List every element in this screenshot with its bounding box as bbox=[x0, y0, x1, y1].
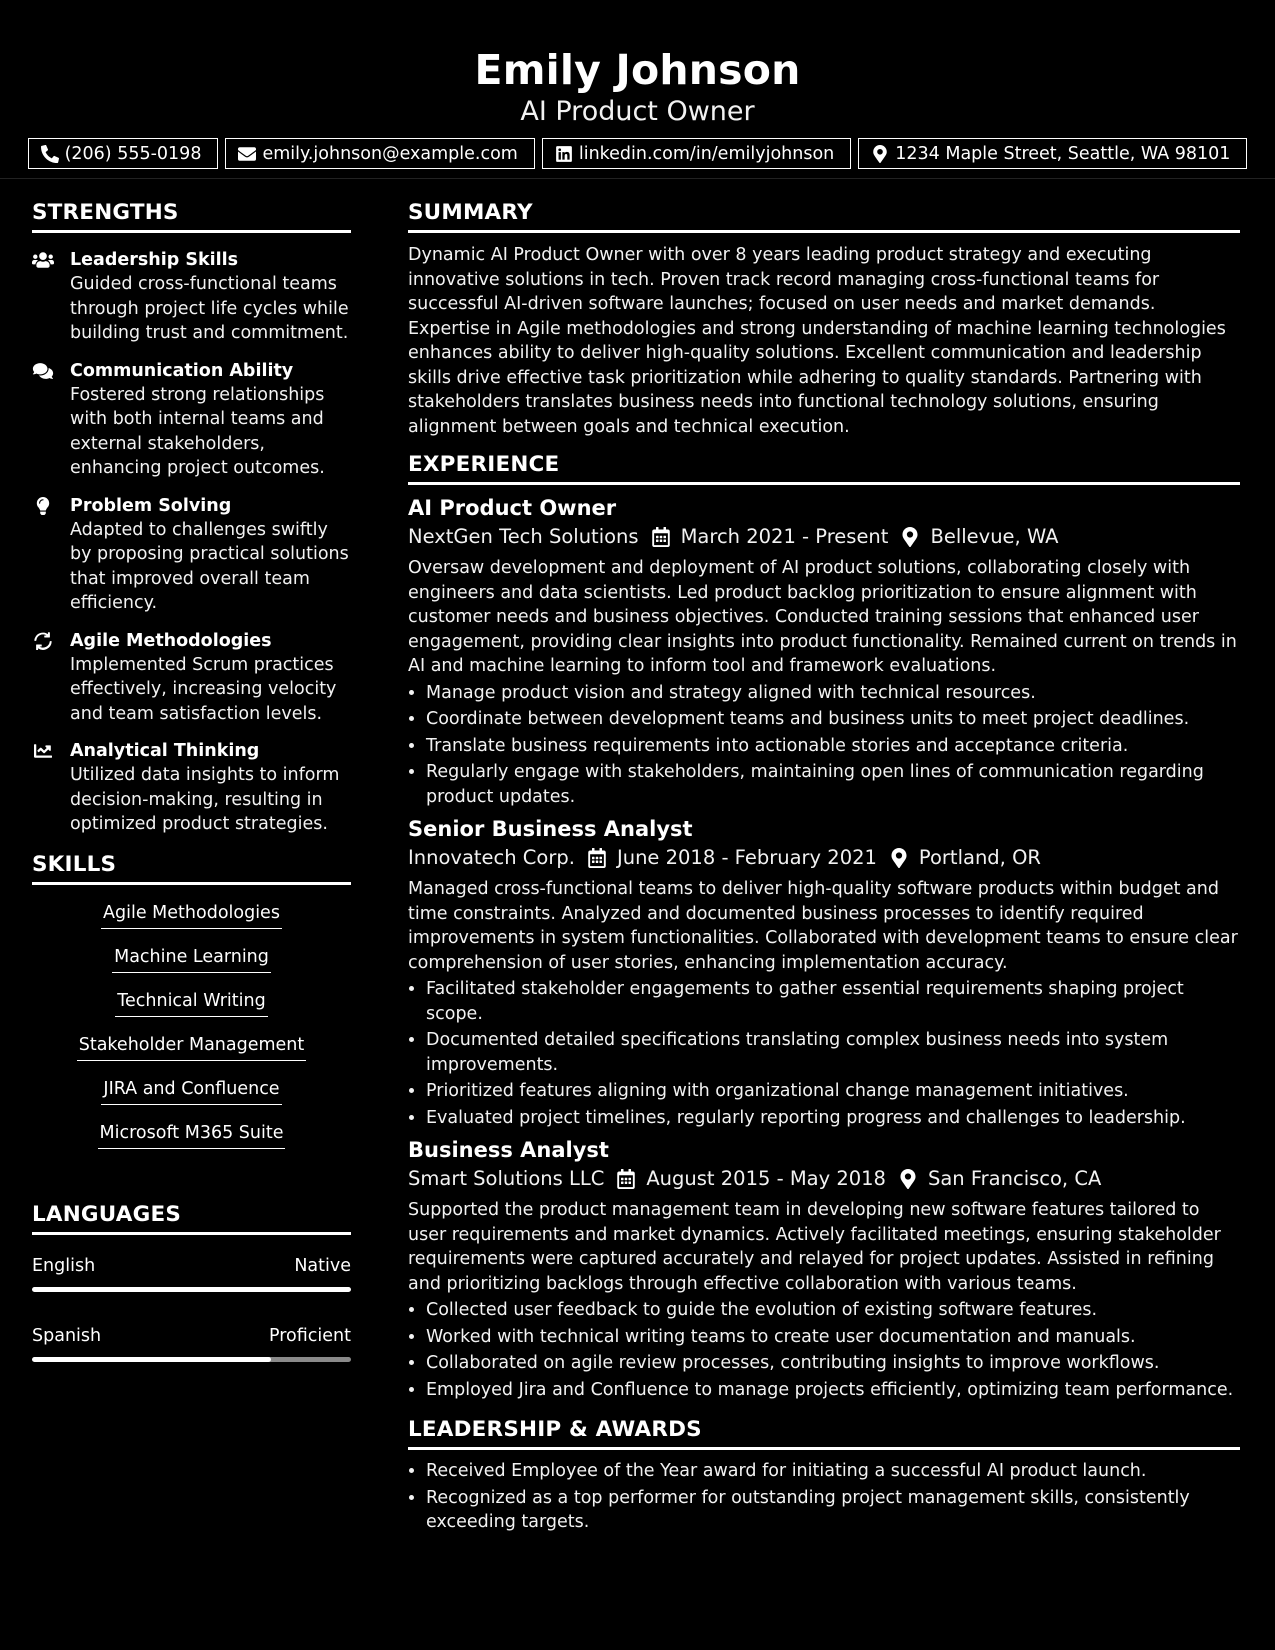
job-title: Business Analyst bbox=[408, 1138, 609, 1162]
job-description: Supported the product management team in developing new software features tailored to user requirements and market dynamics. Actively facilitated meetings, ensuring stakeholder requirements were captured accurately and relayed for project updates. Assisted in refining and prioritizing backlogs through effective collaboration with various teams. bbox=[408, 1200, 1221, 1294]
contact-bar bbox=[0, 138, 1275, 169]
comments-icon bbox=[32, 362, 54, 380]
strength-item bbox=[32, 359, 351, 481]
strength-item bbox=[32, 494, 351, 616]
language-name: Spanish bbox=[32, 1325, 102, 1346]
strength-heading: Leadership Skills bbox=[70, 250, 239, 270]
strength-item bbox=[32, 739, 351, 837]
lightbulb-icon bbox=[32, 497, 54, 515]
awards-list bbox=[408, 1459, 1240, 1535]
job-location: San Francisco, CA bbox=[927, 1167, 1102, 1190]
right-column bbox=[408, 199, 1240, 1537]
language-bar-fill bbox=[32, 1357, 271, 1362]
calendar-icon bbox=[651, 527, 671, 547]
job-entry bbox=[408, 1136, 1240, 1402]
envelope-icon bbox=[238, 145, 256, 163]
language-item bbox=[32, 1324, 351, 1362]
language-level: Native bbox=[294, 1255, 351, 1276]
language-bar bbox=[32, 1357, 351, 1362]
job-description: Managed cross-functional teams to deliver high-quality software products within budget and time constraints. Analyzed and documented business processes to identify required improvements in system functionalities. Collaborated with development teams to ensure clear comprehension of user stories, enhancing implementation accuracy. bbox=[408, 879, 1238, 973]
map-marker-icon bbox=[871, 145, 889, 163]
award-item: • Recognized as a top performer for outstanding project management skills, consistently exceeding targets. bbox=[426, 1486, 1240, 1535]
strength-desc: Utilized data insights to inform decision-making, resulting in optimized product strategies. bbox=[70, 765, 340, 834]
strength-heading: Analytical Thinking bbox=[70, 741, 260, 761]
job-location: Bellevue, WA bbox=[930, 525, 1059, 548]
award-item: • Received Employee of the Year award for initiating a successful AI product launch. bbox=[426, 1459, 1240, 1484]
job-entry bbox=[408, 815, 1240, 1130]
skills-title: SKILLS bbox=[32, 851, 351, 885]
awards-title: LEADERSHIP & AWARDS bbox=[408, 1416, 1240, 1450]
job-meta bbox=[408, 1164, 1240, 1194]
skill-tag: Microsoft M365 Suite bbox=[98, 1121, 286, 1149]
phone-text: (206) 555-0198 bbox=[64, 143, 202, 164]
skill-tag: Machine Learning bbox=[112, 945, 271, 973]
chart-line-icon bbox=[32, 742, 54, 760]
job-bullet: • Translate business requirements into actionable stories and acceptance criteria. bbox=[426, 734, 1240, 759]
resume-header bbox=[0, 0, 1275, 169]
strength-item bbox=[32, 248, 351, 346]
skill-tag: Technical Writing bbox=[115, 989, 267, 1017]
job-bullet: • Collaborated on agile review processes, contributing insights to improve workflows. bbox=[426, 1351, 1240, 1376]
language-level: Proficient bbox=[269, 1325, 351, 1346]
job-bullet: • Manage product vision and strategy aligned with technical resources. bbox=[426, 681, 1240, 706]
job-bullet: • Documented detailed specifications translating complex business needs into system improvements. bbox=[426, 1028, 1240, 1077]
strength-heading: Communication Ability bbox=[70, 360, 294, 381]
contact-phone[interactable] bbox=[28, 138, 219, 169]
job-bullets bbox=[408, 977, 1240, 1130]
experience-title: EXPERIENCE bbox=[408, 451, 1240, 485]
contact-linkedin[interactable] bbox=[542, 138, 851, 169]
linkedin-text: linkedin.com/in/emilyjohnson bbox=[578, 143, 835, 164]
left-column bbox=[32, 199, 351, 1384]
job-dates: June 2018 - February 2021 bbox=[616, 846, 877, 869]
contact-address[interactable] bbox=[858, 138, 1247, 169]
skill-tag: Stakeholder Management bbox=[77, 1033, 307, 1061]
calendar-icon bbox=[587, 848, 607, 868]
job-bullet: • Evaluated project timelines, regularly reporting progress and challenges to leadership. bbox=[426, 1106, 1240, 1131]
job-title: Senior Business Analyst bbox=[408, 817, 693, 841]
job-bullet: • Collected user feedback to guide the evolution of existing software features. bbox=[426, 1298, 1240, 1323]
skill-tag: JIRA and Confluence bbox=[101, 1077, 281, 1105]
email-text: emily.johnson@example.com bbox=[262, 143, 518, 164]
summary-title: SUMMARY bbox=[408, 199, 1240, 233]
skill-tag: Agile Methodologies bbox=[101, 901, 282, 929]
job-bullet: • Worked with technical writing teams to create user documentation and manuals. bbox=[426, 1325, 1240, 1350]
calendar-icon bbox=[616, 1169, 636, 1189]
strength-item bbox=[32, 629, 351, 727]
job-company: NextGen Tech Solutions bbox=[408, 525, 639, 548]
language-name: English bbox=[32, 1255, 96, 1276]
linkedin-icon bbox=[555, 145, 573, 163]
job-bullet: • Coordinate between development teams and business units to meet project deadlines. bbox=[426, 707, 1240, 732]
language-item bbox=[32, 1254, 351, 1292]
contact-email[interactable] bbox=[225, 138, 534, 169]
job-bullets bbox=[408, 681, 1240, 810]
strength-heading: Agile Methodologies bbox=[70, 630, 272, 651]
job-company: Innovatech Corp. bbox=[408, 846, 575, 869]
address-text: 1234 Maple Street, Seattle, WA 98101 bbox=[895, 143, 1231, 164]
strengths-list bbox=[32, 242, 351, 837]
job-bullet: • Employed Jira and Confluence to manage projects efficiently, optimizing team performance. bbox=[426, 1378, 1240, 1403]
strength-desc: Adapted to challenges swiftly by proposing practical solutions that improved overall team efficiency. bbox=[70, 519, 349, 613]
strength-desc: Implemented Scrum practices effectively, increasing velocity and team satisfaction levels. bbox=[70, 654, 337, 724]
strength-heading: Problem Solving bbox=[70, 495, 232, 516]
job-title-header: AI Product Owner bbox=[520, 96, 755, 127]
sync-icon bbox=[32, 632, 54, 650]
languages-title: LANGUAGES bbox=[32, 1201, 351, 1235]
language-bar bbox=[32, 1287, 351, 1292]
languages-list bbox=[32, 1244, 351, 1362]
job-company: Smart Solutions LLC bbox=[408, 1167, 605, 1190]
skills-list bbox=[32, 901, 351, 1165]
language-bar-fill bbox=[32, 1287, 351, 1292]
job-dates: August 2015 - May 2018 bbox=[646, 1167, 886, 1190]
person-name: Emily Johnson bbox=[474, 46, 801, 94]
phone-icon bbox=[41, 145, 59, 163]
map-marker-icon bbox=[900, 527, 920, 547]
map-marker-icon bbox=[889, 848, 909, 868]
job-location: Portland, OR bbox=[918, 846, 1041, 869]
strength-desc: Fostered strong relationships with both internal teams and external stakeholders, enhancing project outcomes. bbox=[70, 384, 325, 478]
job-title: AI Product Owner bbox=[408, 496, 617, 520]
job-meta bbox=[408, 843, 1240, 873]
job-description: Oversaw development and deployment of AI product solutions, collaborating closely with engineers and data scientists. Led product backlog prioritization to ensure alignment with customer needs and business objectives. Conducted training sessions that enhanced user engagement, providing clear insights into product functionality. Remained current on trends in AI and machine learning to inform tool and framework evaluations. bbox=[408, 558, 1237, 676]
map-marker-icon bbox=[898, 1169, 918, 1189]
job-bullet: • Facilitated stakeholder engagements to gather essential requirements shaping project scope. bbox=[426, 977, 1240, 1026]
header-divider bbox=[0, 178, 1275, 179]
job-meta bbox=[408, 522, 1240, 552]
strength-desc: Guided cross-functional teams through project life cycles while building trust and commitment. bbox=[70, 274, 349, 343]
job-entry bbox=[408, 494, 1240, 809]
job-bullet: • Regularly engage with stakeholders, maintaining open lines of communication regarding product updates. bbox=[426, 760, 1240, 809]
job-dates: March 2021 - Present bbox=[680, 525, 889, 548]
users-icon bbox=[32, 251, 54, 269]
strengths-title: STRENGTHS bbox=[32, 199, 351, 233]
summary-text: Dynamic AI Product Owner with over 8 years leading product strategy and executing innovative solutions in tech. Proven track record managing cross-functional teams for successful AI-driven software launches; focused on user needs and market demands. Expertise in Agile methodologies and strong understanding of machine learning technologies enhances ability to deliver high-quality solutions. Excellent communication and leadership skills drive effective task prioritization while adhering to quality standards. Partnering with stakeholders translates business needs into functional technology solutions, ensuring alignment between goals and technical execution. bbox=[408, 245, 1226, 437]
job-bullet: • Prioritized features aligning with organizational change management initiatives. bbox=[426, 1079, 1240, 1104]
job-bullets bbox=[408, 1298, 1240, 1402]
